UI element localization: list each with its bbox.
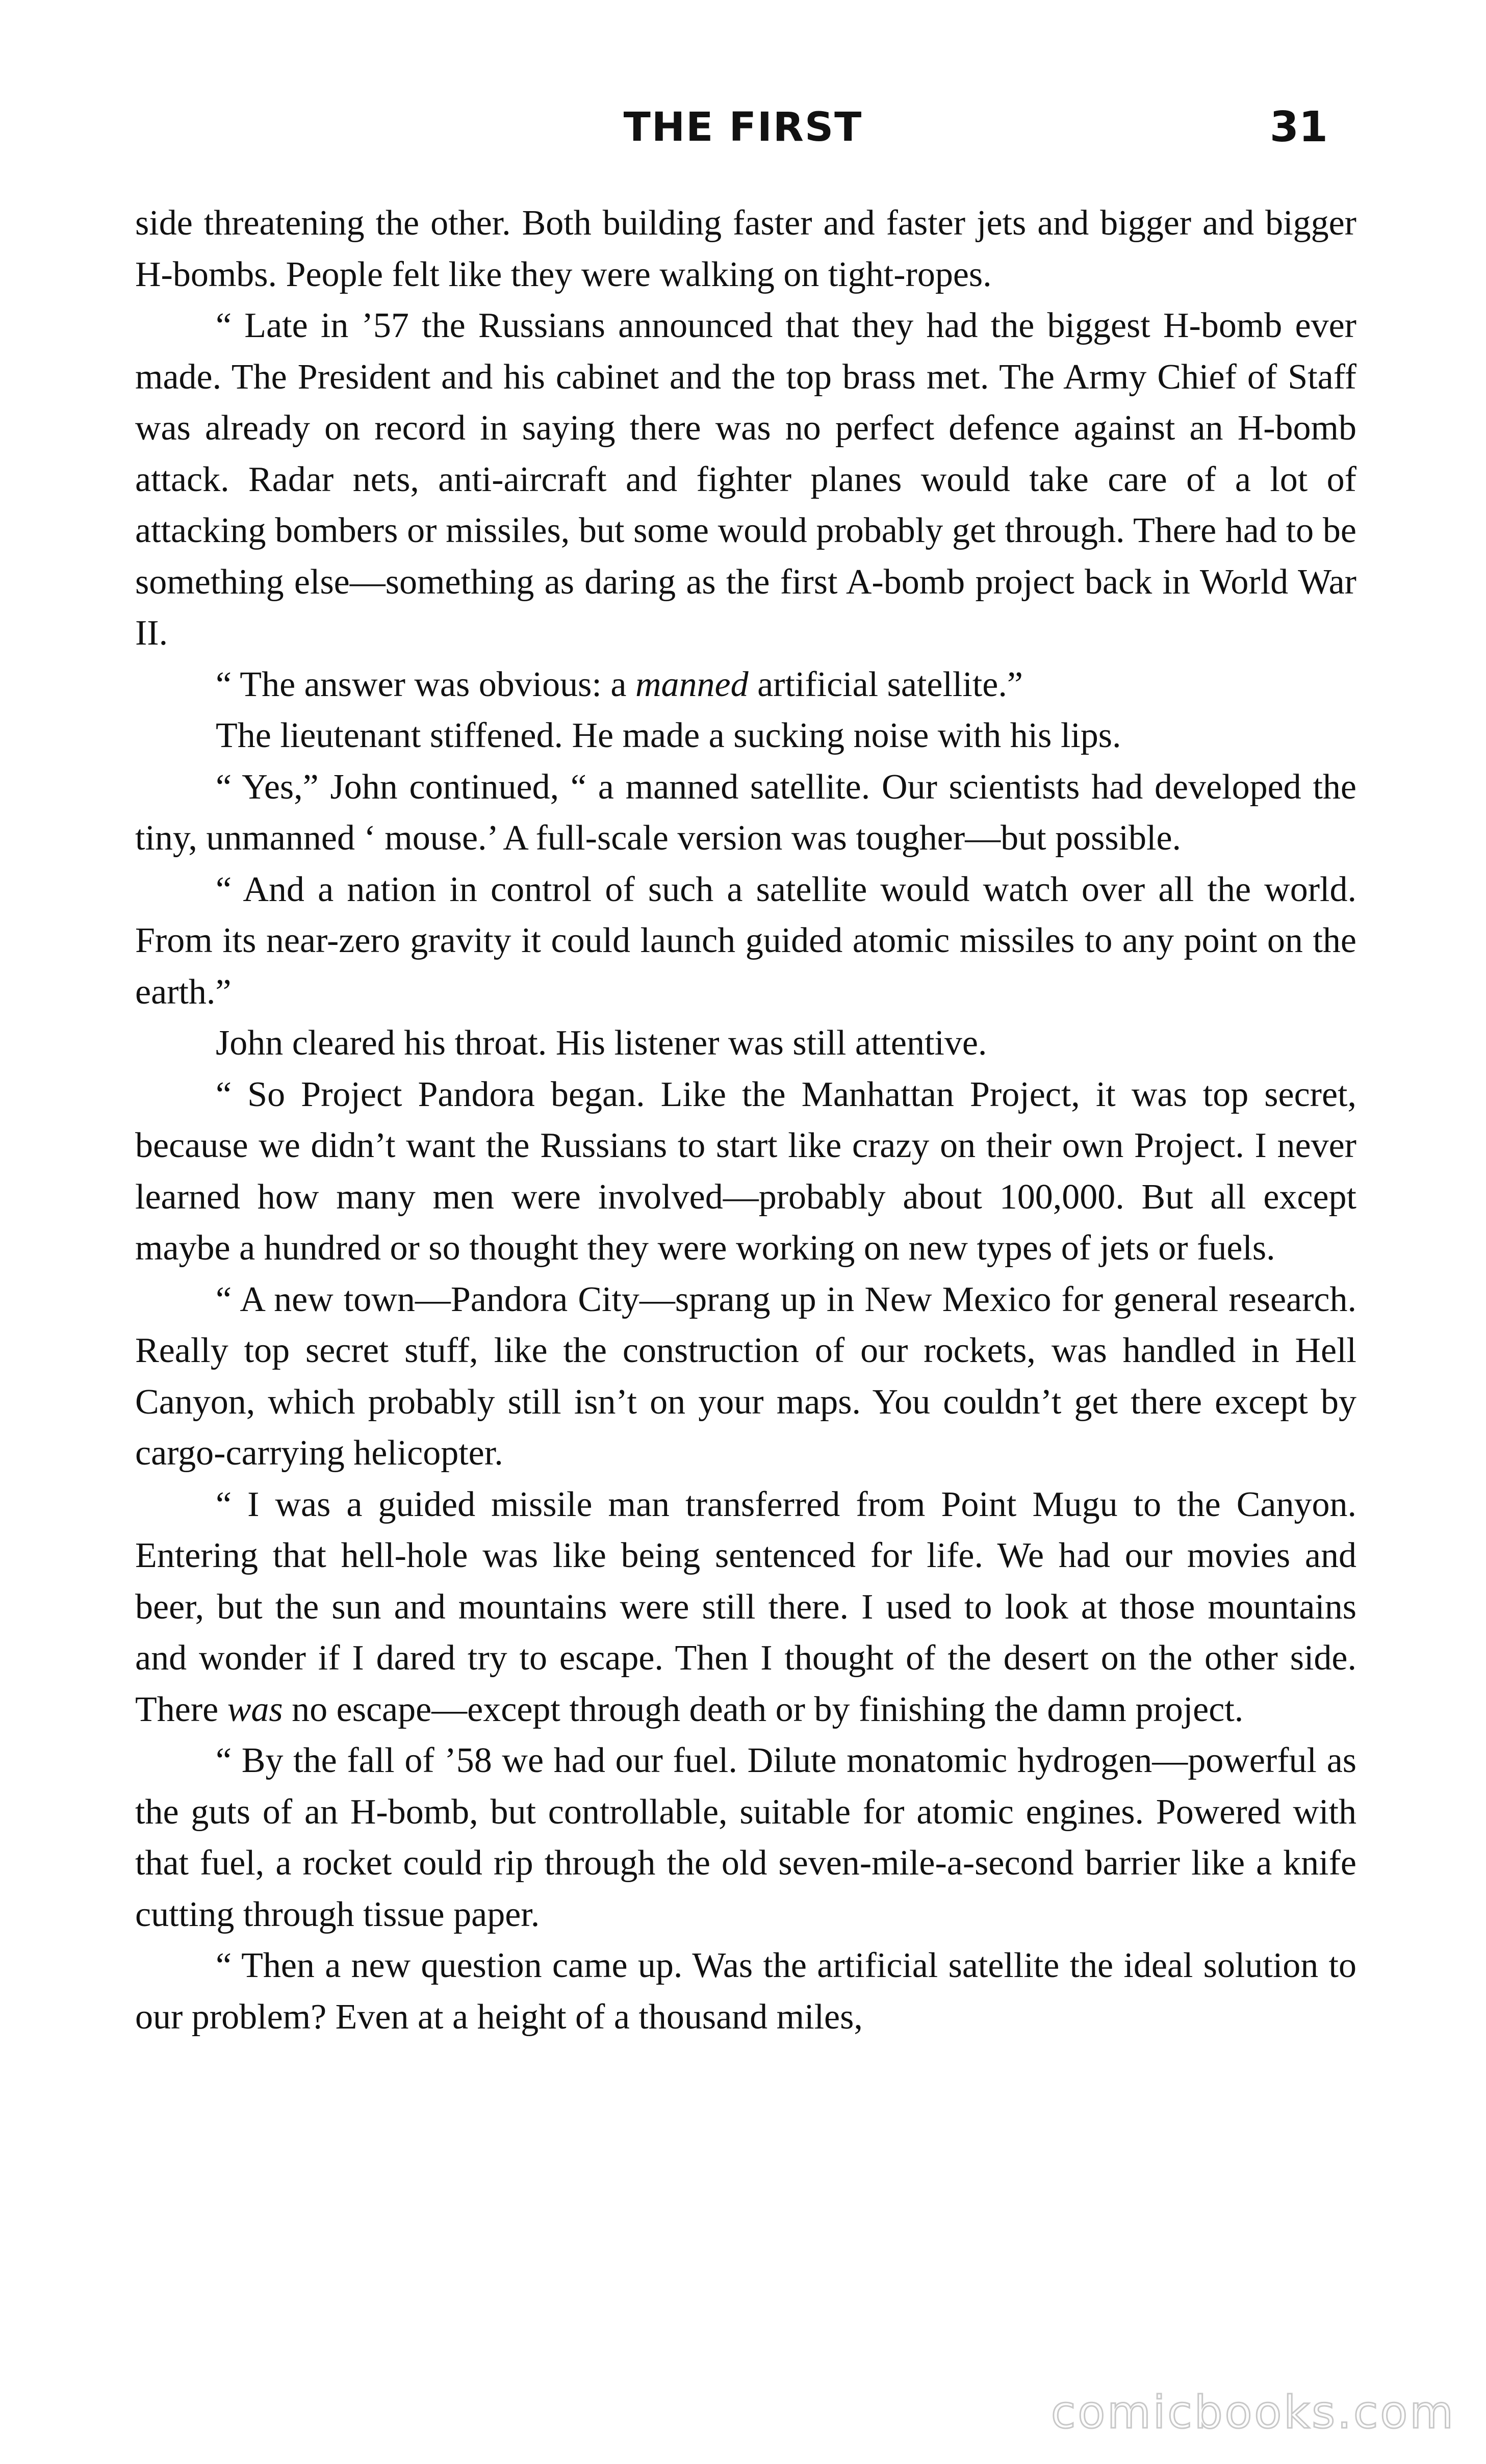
text-run: artificial satellite.”	[748, 664, 1023, 704]
text-run: “ And a nation in control of such a satellite would watch over all the world. From its near-zero gravity it could launch guided atomic missiles to any point on the earth.”	[135, 869, 1356, 1012]
text-run: “ Yes,” John continued, “ a manned satellite. Our scientists had developed the tiny, unmanned ‘ mouse.’ A full-scale version was tougher—but possible.	[135, 767, 1356, 858]
body-text	[135, 198, 1356, 2043]
paragraph	[135, 659, 1356, 711]
paragraph	[135, 1069, 1356, 1274]
text-run: no escape—except through death or by finishing the damn project.	[283, 1689, 1244, 1729]
paragraph	[135, 198, 1356, 300]
text-run: “ A new town—Pandora City—sprang up in New Mexico for general research. Really top secret stuff, like the construction of our rockets, was handled in Hell Canyon, which probably still isn’t on your maps. You couldn’t get there except by cargo-carrying helicopter.	[135, 1279, 1356, 1473]
paragraph	[135, 1735, 1356, 1940]
text-run: “ By the fall of ’58 we had our fuel. Dilute monatomic hydrogen—powerful as the guts of an H-bomb, but controllable, suitable for atomic engines. Powered with that fuel, a rocket could rip through the old seven-mile-a-second barrier like a knife cutting through tissue paper.	[135, 1741, 1356, 1934]
paragraph	[135, 864, 1356, 1018]
text-run: “ The answer was obvious: a	[216, 664, 635, 704]
paragraph	[135, 1940, 1356, 2043]
page-number: 31	[1269, 103, 1328, 151]
text-run: side threatening the other. Both building faster and faster jets and bigger and bigger H-bombs. People felt like they were walking on tight-ropes.	[135, 203, 1356, 294]
italic-text: manned	[635, 664, 749, 704]
text-run: “ So Project Pandora began. Like the Manhattan Project, it was top secret, because we didn’t want the Russians to start like crazy on their own Project. I never learned how many men were involved—probably about 100,000. But all except maybe a hundred or so thought they were working on new types of jets or fuels.	[135, 1074, 1356, 1268]
text-run: John cleared his throat. His listener was still attentive.	[216, 1023, 987, 1063]
paragraph	[135, 710, 1356, 762]
paragraph	[135, 1479, 1356, 1736]
text-run: The lieutenant stiffened. He made a sucking noise with his lips.	[216, 716, 1121, 755]
paragraph	[135, 300, 1356, 659]
watermark: comicbooks.com	[1051, 2386, 1455, 2439]
page-header	[138, 99, 1348, 156]
text-run: “ Late in ’57 the Russians announced that they had the biggest H-bomb ever made. The President and his cabinet and the top brass met. The Army Chief of Staff was already on record in saying there was no perfect defence against an H-bomb attack. Radar nets, anti-aircraft and fighter planes would take care of a lot of attacking bombers or missiles, but some would probably get through. There had to be something else—something as daring as the first A-bomb project back in World War II.	[135, 306, 1356, 653]
paragraph	[135, 1018, 1356, 1069]
text-run: “ I was a guided missile man transferred from Point Mugu to the Canyon. Entering that hell-hole was like being sentenced for life. We had our movies and beer, but the sun and mountains were still there. I used to look at those mountains and wonder if I dared try to escape. Then I thought of the desert on the other side. There	[135, 1484, 1356, 1729]
text-run: “ Then a new question came up. Was the artificial satellite the ideal solution to our problem? Even at a height of a thousand miles,	[135, 1946, 1356, 2037]
paragraph	[135, 1274, 1356, 1479]
paragraph	[135, 762, 1356, 864]
italic-text: was	[227, 1689, 283, 1729]
running-head: THE FIRST	[623, 105, 863, 150]
